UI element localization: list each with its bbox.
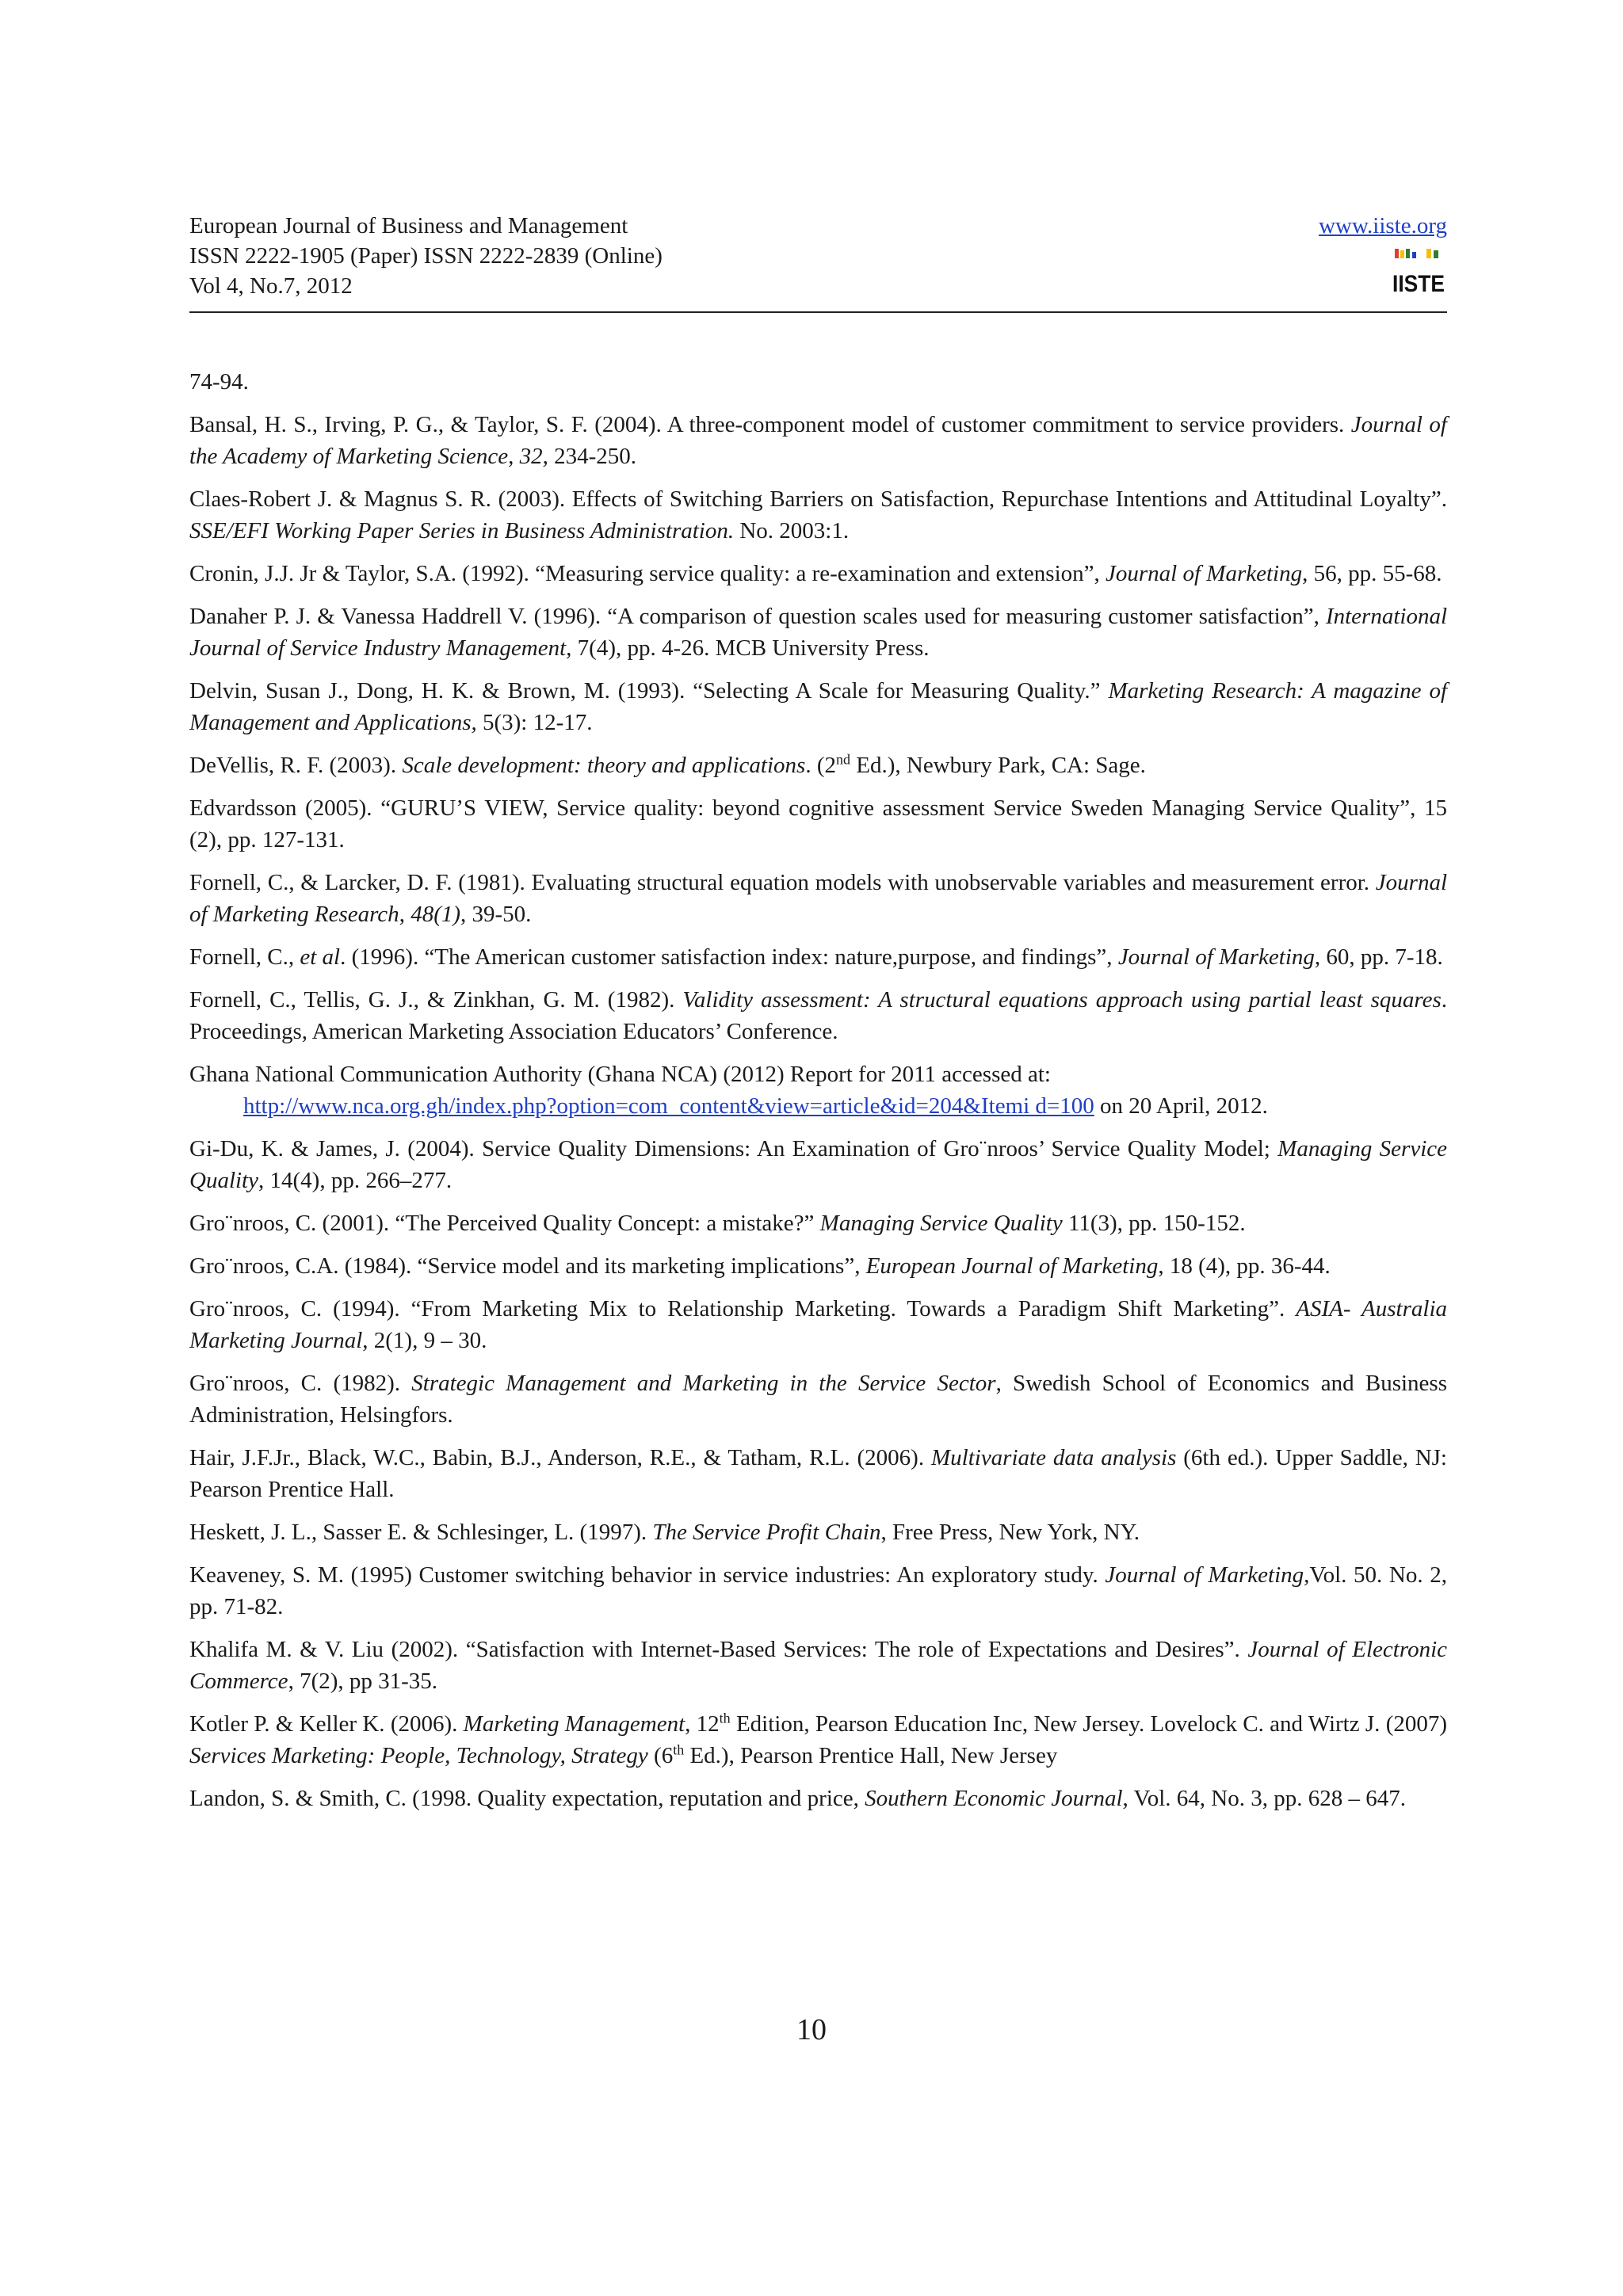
reference-item — [189, 749, 1447, 781]
italic-text: Journal of Marketing — [1117, 944, 1315, 970]
italic-text: Southern Economic Journal — [865, 1786, 1123, 1811]
reference-item — [189, 867, 1447, 930]
page-number: 10 — [796, 2013, 827, 2046]
reference-item — [189, 1293, 1447, 1356]
reference-item — [189, 941, 1447, 973]
superscript: th — [673, 1741, 685, 1758]
reference-text: 74-94. — [189, 369, 249, 395]
reference-item — [189, 1058, 1447, 1122]
reference-link-line — [189, 1090, 1447, 1122]
italic-text: Journal of Marketing Research — [189, 870, 1447, 927]
reference-text: Keaveney, S. M. (1995) Customer switching behavior in service industries: An exploratory study. — [189, 1562, 1106, 1588]
reference-item — [189, 1250, 1447, 1282]
reference-list — [189, 366, 1447, 1825]
reference-text: , Swedish School of Economics and Business Administration, Helsingfors. — [189, 1371, 1448, 1428]
reference-text: , 7(2), pp 31-35. — [288, 1669, 438, 1694]
italic-text: Multivariate data analysis — [930, 1445, 1177, 1470]
reference-text: Fornell, C., & Larcker, D. F. (1981). Evaluating structural equation models with unobservable variables and measurement error. — [189, 870, 1376, 895]
italic-text: The Service Profit Chain — [652, 1520, 881, 1545]
reference-text: on 20 April, 2012. — [1094, 1093, 1268, 1119]
reference-text: , 14(4), pp. 266–277. — [258, 1168, 453, 1193]
reference-text: 7(4), pp. 4-26. MCB University Press. — [571, 635, 930, 661]
italic-text: 48(1) — [411, 902, 461, 927]
logo-text: IISTE — [1392, 271, 1445, 296]
reference-text: Gro¨nroos, C. (1982). — [189, 1371, 412, 1396]
reference-text: Vol. 50. No. 2, pp. 71-82. — [189, 1562, 1447, 1619]
italic-text: European Journal of Marketing — [865, 1253, 1159, 1279]
reference-text: No. 2003:1. — [734, 518, 850, 543]
italic-text: Journal of Marketing — [1106, 561, 1303, 586]
reference-text: , 56, pp. 55-68. — [1302, 561, 1442, 586]
italic-text: International Journal of Service Industry Management, — [189, 604, 1447, 661]
reference-text: 234-250. — [548, 444, 636, 469]
reference-item — [189, 366, 1447, 398]
reference-item — [189, 1559, 1447, 1623]
reference-text: Fornell, C., — [189, 944, 300, 970]
italic-text: ASIA- Australia Marketing Journal — [189, 1296, 1447, 1353]
italic-text: Journal of the Academy of Marketing Science, 32, — [189, 412, 1447, 469]
reference-text: Khalifa M. & V. Liu (2002). “Satisfaction with Internet-Based Services: The role of Expectations and Desires”. — [189, 1637, 1248, 1662]
italic-text: Validity assessment: A structural equations approach using partial least squares — [682, 987, 1442, 1013]
reference-item — [189, 1634, 1447, 1697]
reference-text: (6 — [647, 1743, 674, 1768]
reference-text: . Proceedings, American Marketing Association Educators’ Conference. — [189, 987, 1447, 1044]
italic-text: Strategic Management and Marketing in the Service Sector — [411, 1371, 996, 1396]
reference-text: , Vol. 64, No. 3, pp. 628 – 647. — [1122, 1786, 1406, 1811]
page-header — [189, 211, 1447, 314]
italic-text: Managing Service Quality — [189, 1136, 1447, 1193]
reference-item — [189, 558, 1447, 589]
italic-text: Services Marketing: People, Technology, Strategy — [189, 1743, 648, 1768]
journal-title: European Journal of Business and Management — [189, 213, 628, 238]
reference-text: DeVellis, R. F. (2003). — [189, 753, 403, 778]
reference-text: Ed.), Pearson Prentice Hall, New Jersey — [684, 1743, 1058, 1768]
italic-text: Journal of Marketing, — [1105, 1562, 1310, 1588]
reference-text: Gi-Du, K. & James, J. (2004). Service Quality Dimensions: An Examination of Gro¨nroos’ Service Quality Model; — [189, 1136, 1278, 1161]
italic-text: Marketing Research: A magazine of Management and Applications, — [189, 678, 1447, 735]
reference-item — [189, 1516, 1447, 1548]
reference-text: Kotler P. & Keller K. (2006). — [189, 1711, 464, 1737]
reference-text: Edvardsson (2005). “GURU’S VIEW, Service quality: beyond cognitive assessment Service Sweden Managing Service Quality”, 15 (2), pp. 127-131. — [189, 795, 1447, 852]
reference-text: , 2(1), 9 – 30. — [362, 1328, 487, 1353]
reference-text: (6th ed.). Upper Saddle, NJ: Pearson Prentice Hall. — [189, 1445, 1447, 1502]
reference-text: . (2 — [805, 753, 836, 778]
reference-item — [189, 1207, 1447, 1239]
reference-link[interactable]: http://www.nca.org.gh/index.php?option=com_content&view=article&id=204&Itemi d=100 — [243, 1093, 1094, 1119]
journal-volume: Vol 4, No.7, 2012 — [189, 273, 353, 299]
reference-text: Bansal, H. S., Irving, P. G., & Taylor, S. F. (2004). A three-component model of customer commitment to service providers. — [189, 412, 1351, 437]
italic-text: Journal of Electronic Commerce — [189, 1637, 1448, 1694]
reference-text: Danaher P. J. & Vanessa Haddrell V. (1996). “A comparison of question scales used for measuring customer satisfaction”, — [189, 604, 1326, 629]
reference-item — [189, 1783, 1447, 1814]
reference-text: Ed.), Newbury Park, CA: Sage. — [850, 753, 1146, 778]
reference-text: 11(3), pp. 150-152. — [1062, 1211, 1246, 1236]
italic-text: Managing Service Quality — [819, 1211, 1063, 1236]
reference-item — [189, 792, 1447, 856]
italic-text: SSE/EFI Working Paper Series in Business Administration. — [189, 518, 735, 543]
reference-text: , — [399, 902, 411, 927]
reference-item — [189, 1708, 1447, 1772]
reference-text: Hair, J.F.Jr., Black, W.C., Babin, B.J., Anderson, R.E., & Tatham, R.L. (2006). — [189, 1445, 931, 1470]
reference-text: Delvin, Susan J., Dong, H. K. & Brown, M. (1993). “Selecting A Scale for Measuring Quality.” — [189, 678, 1109, 704]
reference-text: , Free Press, New York, NY. — [880, 1520, 1140, 1545]
reference-text: Fornell, C., Tellis, G. J., & Zinkhan, G. M. (1982). — [189, 987, 683, 1013]
italic-text: Scale development: theory and applications — [402, 753, 806, 778]
reference-text: Edition, Pearson Education Inc, New Jersey. Lovelock C. and Wirtz J. (2007) — [730, 1711, 1448, 1737]
header-rule — [189, 311, 1447, 313]
reference-text: Cronin, J.J. Jr & Taylor, S.A. (1992). “Measuring service quality: a re-examination and extension”, — [189, 561, 1106, 586]
reference-text: , 39-50. — [460, 902, 532, 927]
reference-text: , 60, pp. 7-18. — [1314, 944, 1443, 970]
reference-text: Heskett, J. L., Sasser E. & Schlesinger, L. (1997). — [189, 1520, 653, 1545]
reference-item — [189, 984, 1447, 1047]
superscript: nd — [836, 751, 850, 768]
reference-text: Gro¨nroos, C. (1994). “From Marketing Mix to Relationship Marketing. Towards a Paradigm Shift Marketing”. — [189, 1296, 1296, 1322]
journal-url-link[interactable]: www.iiste.org — [1319, 213, 1447, 238]
reference-item — [189, 1442, 1447, 1505]
reference-text: . (1996). “The American customer satisfaction index: nature,purpose, and findings”, — [340, 944, 1118, 970]
italic-text: et al — [300, 944, 341, 970]
reference-item — [189, 483, 1447, 547]
reference-text: , 18 (4), pp. 36-44. — [1158, 1253, 1331, 1279]
reference-item — [189, 409, 1447, 472]
reference-text: Claes-Robert J. & Magnus S. R. (2003). Effects of Switching Barriers on Satisfaction, Repurchase Intentions and Attitudinal Loyalty”. — [189, 486, 1447, 512]
reference-text: 5(3): 12-17. — [476, 710, 593, 735]
reference-item — [189, 1367, 1447, 1431]
italic-text: Marketing Management — [463, 1711, 685, 1737]
reference-item — [189, 1133, 1447, 1196]
reference-item — [189, 601, 1447, 664]
reference-text: , 12 — [685, 1711, 720, 1737]
superscript: th — [719, 1710, 731, 1726]
journal-info — [189, 211, 1447, 301]
reference-text: Landon, S. & Smith, C. (1998. Quality expectation, reputation and price, — [189, 1786, 865, 1811]
reference-text: Gro¨nroos, C.A. (1984). “Service model and its marketing implications”, — [189, 1253, 866, 1279]
reference-text: Gro¨nroos, C. (2001). “The Perceived Quality Concept: a mistake?” — [189, 1211, 820, 1236]
journal-issn: ISSN 2222-1905 (Paper) ISSN 2222-2839 (Online) — [189, 243, 663, 269]
reference-item — [189, 675, 1447, 738]
reference-text: Ghana National Communication Authority (Ghana NCA) (2012) Report for 2011 accessed at: — [189, 1062, 1051, 1087]
iiste-logo-icon — [1390, 247, 1447, 296]
